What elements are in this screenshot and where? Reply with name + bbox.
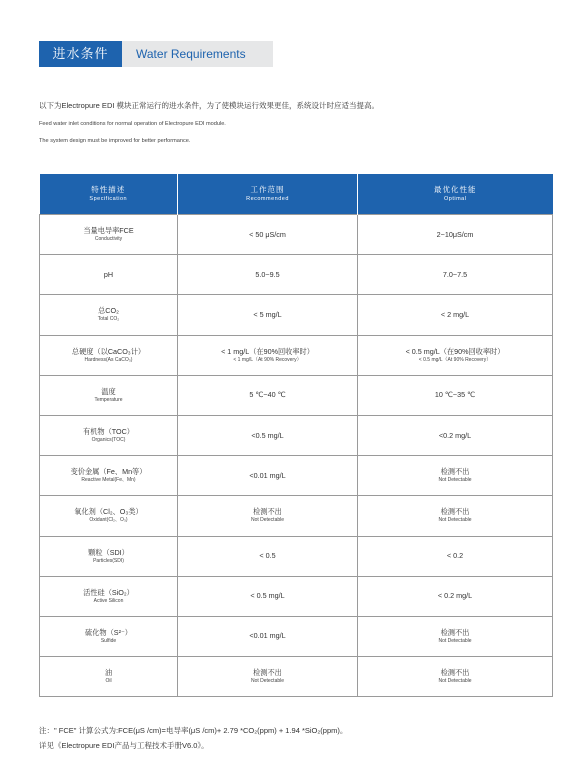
- spec-label-en: Reactive Metal(Fe、Mn): [81, 477, 136, 484]
- spec-label-en: Sulfide: [100, 637, 117, 644]
- recommended-cell: [178, 496, 358, 536]
- optimal-value: <0.2 mg/L: [438, 430, 472, 440]
- recommended-cell: [178, 536, 358, 576]
- recommended-cell: [178, 255, 358, 295]
- intro-text-en-1: Feed water inlet conditions for normal operation of Electropure EDI module.: [39, 121, 226, 127]
- section-title-cn: 进水条件: [39, 41, 122, 67]
- spec-label-en: Particles(SDI): [93, 557, 124, 564]
- optimal-cell: [358, 335, 553, 375]
- table-row: [40, 335, 553, 375]
- spec-label-en: Conductivity: [94, 236, 123, 243]
- header-label-cn: 工作范围: [250, 185, 285, 194]
- recommended-value: <0.01 mg/L: [249, 631, 286, 641]
- recommended-cell: [178, 295, 358, 335]
- spec-cell: [40, 616, 178, 656]
- optimal-value-en: < 0.5 mg/L（At 90% Recovery）: [418, 356, 492, 363]
- table-row: [40, 456, 553, 496]
- optimal-value: < 2 mg/L: [440, 309, 470, 319]
- recommended-value: < 1 mg/L（在90%回收率时）: [221, 346, 314, 356]
- optimal-cell: [358, 456, 553, 496]
- spec-cell: [40, 415, 178, 455]
- spec-label-en: Temperature: [94, 396, 123, 403]
- table-row: [40, 536, 553, 576]
- table-row: [40, 576, 553, 616]
- table-body: [40, 215, 553, 697]
- optimal-cell: [358, 215, 553, 255]
- optimal-cell: [358, 415, 553, 455]
- optimal-cell: [358, 375, 553, 415]
- header-recommended: [178, 174, 358, 215]
- header-label-en: Optimal: [444, 196, 467, 202]
- spec-cell: [40, 375, 178, 415]
- recommended-cell: [178, 415, 358, 455]
- recommended-value: <0.01 mg/L: [249, 470, 286, 480]
- spec-label-en: Oxidant(Cl₂、O₃): [89, 517, 128, 524]
- spec-label-cn: 温度: [101, 386, 116, 396]
- optimal-value: < 0.2 mg/L: [437, 591, 473, 601]
- header-label-en: Recommended: [246, 196, 289, 202]
- optimal-value: 10 ℃~35 ℃: [434, 390, 476, 400]
- recommended-value: 检测不出: [253, 507, 282, 517]
- optimal-value-en: Not Detectable: [438, 637, 472, 644]
- table-row: [40, 375, 553, 415]
- spec-label-cn: 总CO₂: [98, 306, 119, 316]
- recommended-value: 检测不出: [253, 668, 282, 678]
- recommended-value: < 5 mg/L: [253, 309, 282, 319]
- spec-label-en: Total CO₂: [97, 316, 120, 323]
- spec-cell: [40, 295, 178, 335]
- optimal-value: < 0.2: [446, 551, 464, 561]
- optimal-value: 检测不出: [440, 507, 470, 517]
- optimal-value: 检测不出: [440, 627, 470, 637]
- optimal-value: 2~10μS/cm: [436, 229, 474, 239]
- spec-cell: [40, 456, 178, 496]
- spec-cell: [40, 255, 178, 295]
- table-row: [40, 616, 553, 656]
- optimal-cell: [358, 295, 553, 335]
- water-requirements-table: [39, 174, 553, 697]
- spec-cell: [40, 215, 178, 255]
- intro-text-cn: 以下为Electropure EDI 模块正常运行的进水条件，为了使模块运行效果更佳，系统设计时应适当提高。: [39, 101, 380, 110]
- optimal-cell: [358, 536, 553, 576]
- recommended-value-en: Not Detectable: [250, 517, 285, 524]
- recommended-cell: [178, 576, 358, 616]
- recommended-value: < 50 μS/cm: [249, 229, 286, 239]
- optimal-cell: [358, 657, 553, 697]
- spec-cell: [40, 335, 178, 375]
- spec-label-cn: 硫化物（S²⁻）: [85, 627, 132, 637]
- spec-label-cn: 有机物（TOC）: [83, 427, 134, 437]
- table-header-row: [40, 174, 553, 215]
- spec-label-en: Organics(TOC): [91, 437, 126, 444]
- spec-cell: [40, 576, 178, 616]
- spec-label-cn: 油: [104, 668, 113, 678]
- section-title-en: Water Requirements: [136, 47, 246, 61]
- optimal-cell: [358, 616, 553, 656]
- spec-label-cn: 总硬度（以CaCO₃计）: [71, 346, 146, 356]
- optimal-cell: [358, 255, 553, 295]
- footnote-reference: 详见《Electropure EDI产品与工程技术手册V6.0》。: [39, 741, 209, 750]
- intro-text-en-2: The system design must be improved for better performance.: [39, 138, 191, 144]
- table-row: [40, 215, 553, 255]
- recommended-cell: [178, 657, 358, 697]
- recommended-value-en: < 1 mg/L（At 90% Recovery）: [233, 356, 302, 363]
- recommended-cell: [178, 335, 358, 375]
- optimal-value: 检测不出: [440, 467, 470, 477]
- spec-cell: [40, 657, 178, 697]
- header-optimal: [358, 174, 553, 215]
- optimal-value: < 0.5 mg/L（在90%回收率时）: [405, 346, 505, 356]
- spec-cell: [40, 536, 178, 576]
- section-banner: [39, 41, 273, 67]
- spec-label-cn: 当量电导率FCE: [83, 226, 134, 236]
- header-label-cn: 最优化性能: [434, 185, 477, 194]
- spec-cell: [40, 496, 178, 536]
- optimal-cell: [358, 576, 553, 616]
- spec-label-en: Hardness(As CaCO₃): [84, 356, 133, 363]
- spec-label-cn: 活性硅（SiO₂）: [83, 587, 134, 597]
- header-specification: [40, 174, 178, 215]
- footnote-formula: 注：" FCE" 计算公式为:FCE(μS /cm)=电导率(μS /cm)+ 2.79 *CO₂(ppm) + 1.94 *SiO₂(ppm)。: [39, 726, 348, 735]
- spec-label-en: Oil: [105, 678, 112, 685]
- optimal-value-en: Not Detectable: [438, 678, 472, 685]
- spec-label-en: Active Silicon: [93, 597, 124, 604]
- recommended-value: 5 ℃~40 ℃: [249, 390, 286, 400]
- recommended-cell: [178, 616, 358, 656]
- spec-label-cn: 变价金属（Fe、Mn等）: [70, 467, 147, 477]
- spec-label-cn: pH: [103, 269, 114, 279]
- recommended-value: < 0.5: [259, 551, 276, 561]
- recommended-cell: [178, 456, 358, 496]
- recommended-cell: [178, 215, 358, 255]
- recommended-value: 5.0~9.5: [255, 269, 280, 279]
- table-row: [40, 255, 553, 295]
- optimal-value: 检测不出: [440, 668, 470, 678]
- optimal-cell: [358, 496, 553, 536]
- spec-label-cn: 氧化剂（Cl₂、O₃类）: [74, 507, 143, 517]
- recommended-value-en: Not Detectable: [250, 678, 285, 685]
- table-row: [40, 496, 553, 536]
- optimal-value: 7.0~7.5: [442, 269, 468, 279]
- recommended-value: < 0.5 mg/L: [250, 591, 285, 601]
- table-row: [40, 657, 553, 697]
- optimal-value-en: Not Detectable: [438, 477, 472, 484]
- recommended-value: <0.5 mg/L: [251, 430, 284, 440]
- spec-label-cn: 颗粒（SDI）: [88, 547, 129, 557]
- header-label-cn: 特性描述: [91, 185, 126, 194]
- optimal-value-en: Not Detectable: [438, 517, 472, 524]
- table-row: [40, 415, 553, 455]
- table-row: [40, 295, 553, 335]
- header-label-en: Specification: [89, 196, 128, 202]
- recommended-cell: [178, 375, 358, 415]
